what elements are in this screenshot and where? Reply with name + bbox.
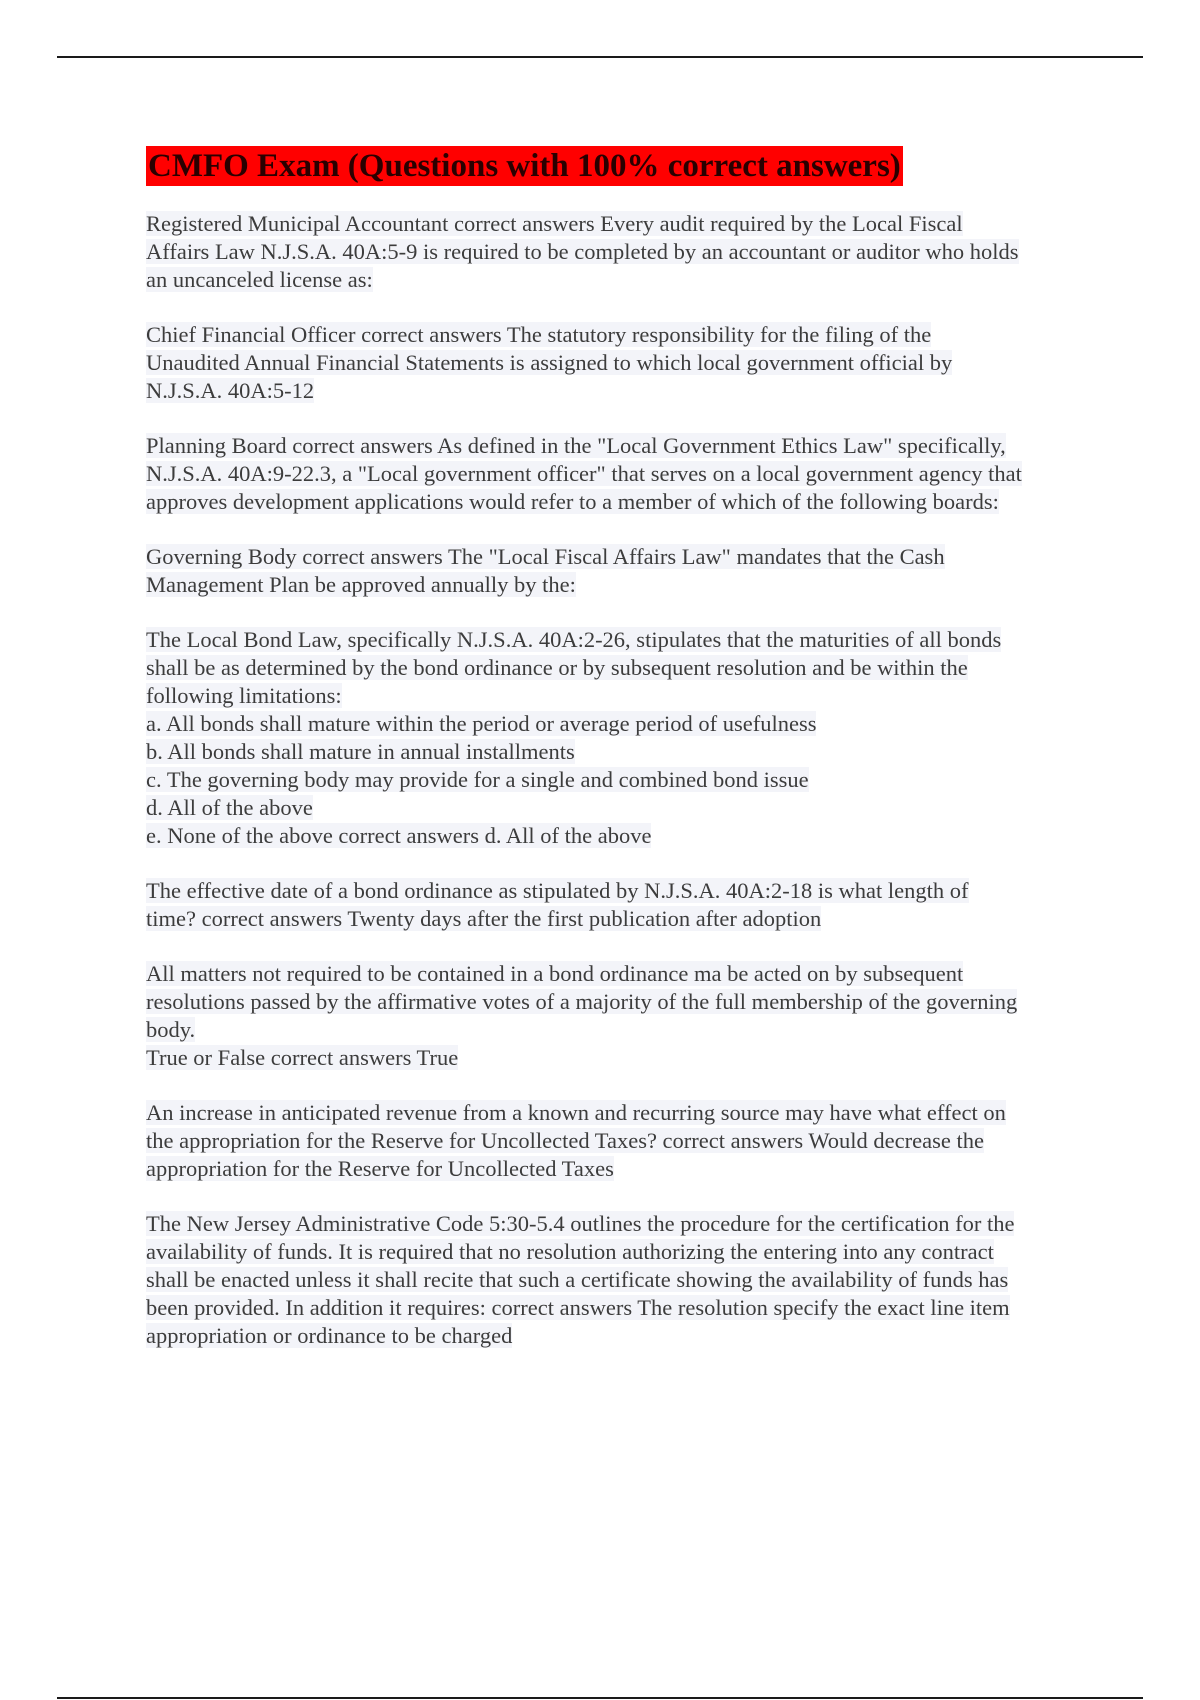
- qa-item: [146, 1210, 1096, 1350]
- qa-line: Registered Municipal Accountant correct answers Every audit required by the Local Fiscal: [146, 211, 963, 236]
- qa-line: The Local Bond Law, specifically N.J.S.A. 40A:2-26, stipulates that the maturities of all bonds: [146, 627, 1002, 652]
- qa-line: the appropriation for the Reserve for Uncollected Taxes? correct answers Would decrease the: [146, 1128, 984, 1153]
- qa-line: Unaudited Annual Financial Statements is assigned to which local government official by: [146, 350, 953, 375]
- qa-line: availability of funds. It is required that no resolution authorizing the entering into any contract: [146, 1239, 994, 1264]
- qa-line: Planning Board correct answers As defined in the "Local Government Ethics Law" specifically,: [146, 433, 1006, 458]
- qa-option: c. The governing body may provide for a single and combined bond issue: [146, 767, 809, 792]
- qa-line: appropriation or ordinance to be charged: [146, 1323, 513, 1348]
- qa-line: shall be as determined by the bond ordinance or by subsequent resolution and be within the: [146, 655, 968, 680]
- qa-line: Governing Body correct answers The "Local Fiscal Affairs Law" mandates that the Cash: [146, 544, 945, 569]
- document-body: [146, 146, 1096, 1377]
- qa-item: [146, 1099, 1096, 1183]
- qa-line: The effective date of a bond ordinance as stipulated by N.J.S.A. 40A:2-18 is what length of: [146, 878, 969, 903]
- bottom-rule: [57, 1697, 1143, 1699]
- qa-option: d. All of the above: [146, 795, 313, 820]
- qa-line: All matters not required to be contained in a bond ordinance ma be acted on by subsequent: [146, 961, 964, 986]
- qa-item: [146, 960, 1096, 1072]
- qa-line: an uncanceled license as:: [146, 267, 373, 292]
- qa-line: True or False correct answers True: [146, 1045, 459, 1070]
- qa-line: resolutions passed by the affirmative votes of a majority of the full membership of the governing: [146, 989, 1018, 1014]
- qa-item: [146, 210, 1096, 294]
- qa-line: shall be enacted unless it shall recite that such a certificate showing the availability of funds has: [146, 1267, 1009, 1292]
- qa-line: The New Jersey Administrative Code 5:30-5.4 outlines the procedure for the certification for the: [146, 1211, 1015, 1236]
- qa-option: b. All bonds shall mature in annual installments: [146, 739, 575, 764]
- qa-option: a. All bonds shall mature within the period or average period of usefulness: [146, 711, 817, 736]
- qa-item: [146, 626, 1096, 850]
- qa-line: body.: [146, 1017, 196, 1042]
- qa-line: appropriation for the Reserve for Uncollected Taxes: [146, 1156, 614, 1181]
- qa-item: [146, 543, 1096, 599]
- qa-line: time? correct answers Twenty days after the first publication after adoption: [146, 906, 822, 931]
- qa-item: [146, 877, 1096, 933]
- qa-option: e. None of the above correct answers d. All of the above: [146, 823, 652, 848]
- qa-line: N.J.S.A. 40A:9-22.3, a "Local government officer" that serves on a local government agency that: [146, 461, 1022, 486]
- qa-line: approves development applications would refer to a member of which of the following boards:: [146, 489, 999, 514]
- qa-line: been provided. In addition it requires: correct answers The resolution specify the exact line item: [146, 1295, 1010, 1320]
- qa-item: [146, 321, 1096, 405]
- top-rule: [57, 56, 1143, 58]
- qa-line: Management Plan be approved annually by the:: [146, 572, 576, 597]
- qa-line: An increase in anticipated revenue from a known and recurring source may have what effect on: [146, 1100, 1006, 1125]
- qa-list: [146, 210, 1096, 1350]
- qa-line: N.J.S.A. 40A:5-12: [146, 378, 315, 403]
- qa-item: [146, 432, 1096, 516]
- document-title: CMFO Exam (Questions with 100% correct answers): [148, 148, 901, 184]
- qa-line: Chief Financial Officer correct answers The statutory responsibility for the filing of the: [146, 322, 932, 347]
- qa-line: Affairs Law N.J.S.A. 40A:5-9 is required to be completed by an accountant or auditor who holds: [146, 239, 1019, 264]
- qa-line: following limitations:: [146, 683, 342, 708]
